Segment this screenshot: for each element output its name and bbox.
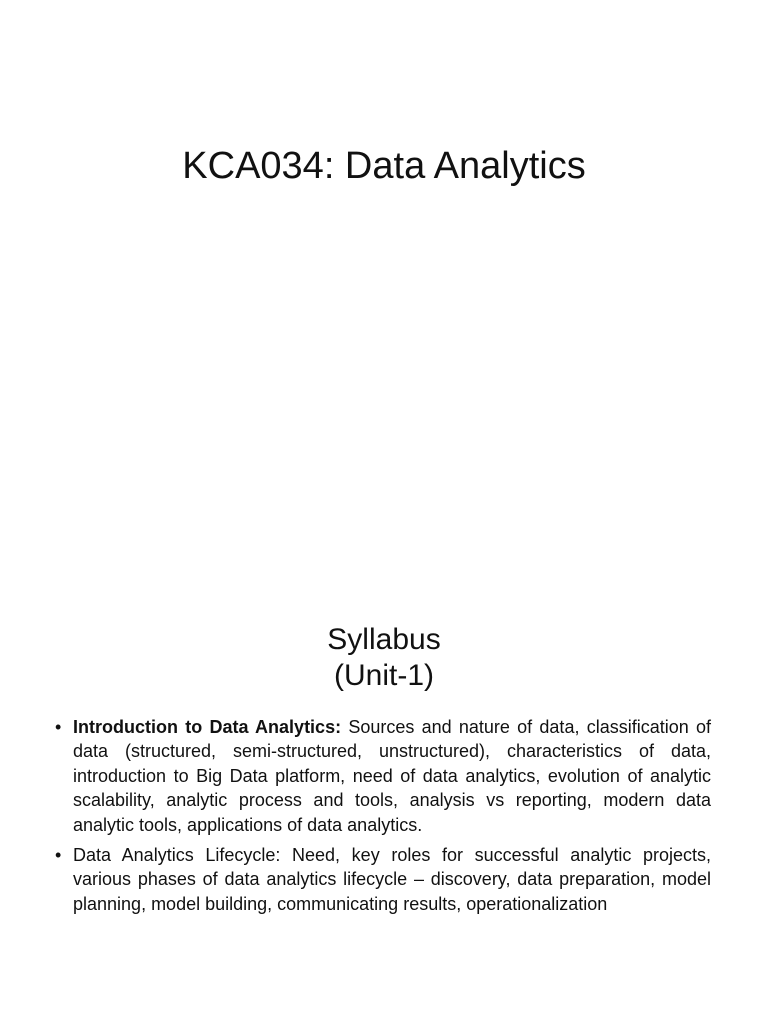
bullet-body-text: Data Analytics Lifecycle: Need, key roles for successful analytic projects, various phases of data analytics lifecycle – discovery, data preparation, model planning, model building, communicating results, operationalization (73, 845, 711, 914)
syllabus-slide (0, 560, 768, 1024)
syllabus-title-line-2: (Unit-1) (333, 659, 434, 692)
bullet-marker: • (55, 845, 62, 866)
bullet-body-text: Sources and nature of data, classification of data (structured, semi-structured, unstructured), characteristics of data, introduction to Big Data platform, need of data analytics, evolution of analytic scalability, analytic process and tools, analysis vs reporting, modern data analytic tools, applications of data analytics. (73, 717, 711, 835)
syllabus-bullet-lifecycle (55, 843, 711, 916)
bullet-marker: • (55, 717, 62, 737)
syllabus-title (0, 622, 768, 694)
bullet-lead-text: Introduction to Data Analytics: (73, 717, 342, 737)
syllabus-bullet-introduction (55, 715, 711, 837)
course-title: KCA034: Data Analytics (182, 145, 586, 187)
syllabus-bullet-list (55, 715, 711, 922)
syllabus-title-line-1: Syllabus (327, 623, 441, 656)
